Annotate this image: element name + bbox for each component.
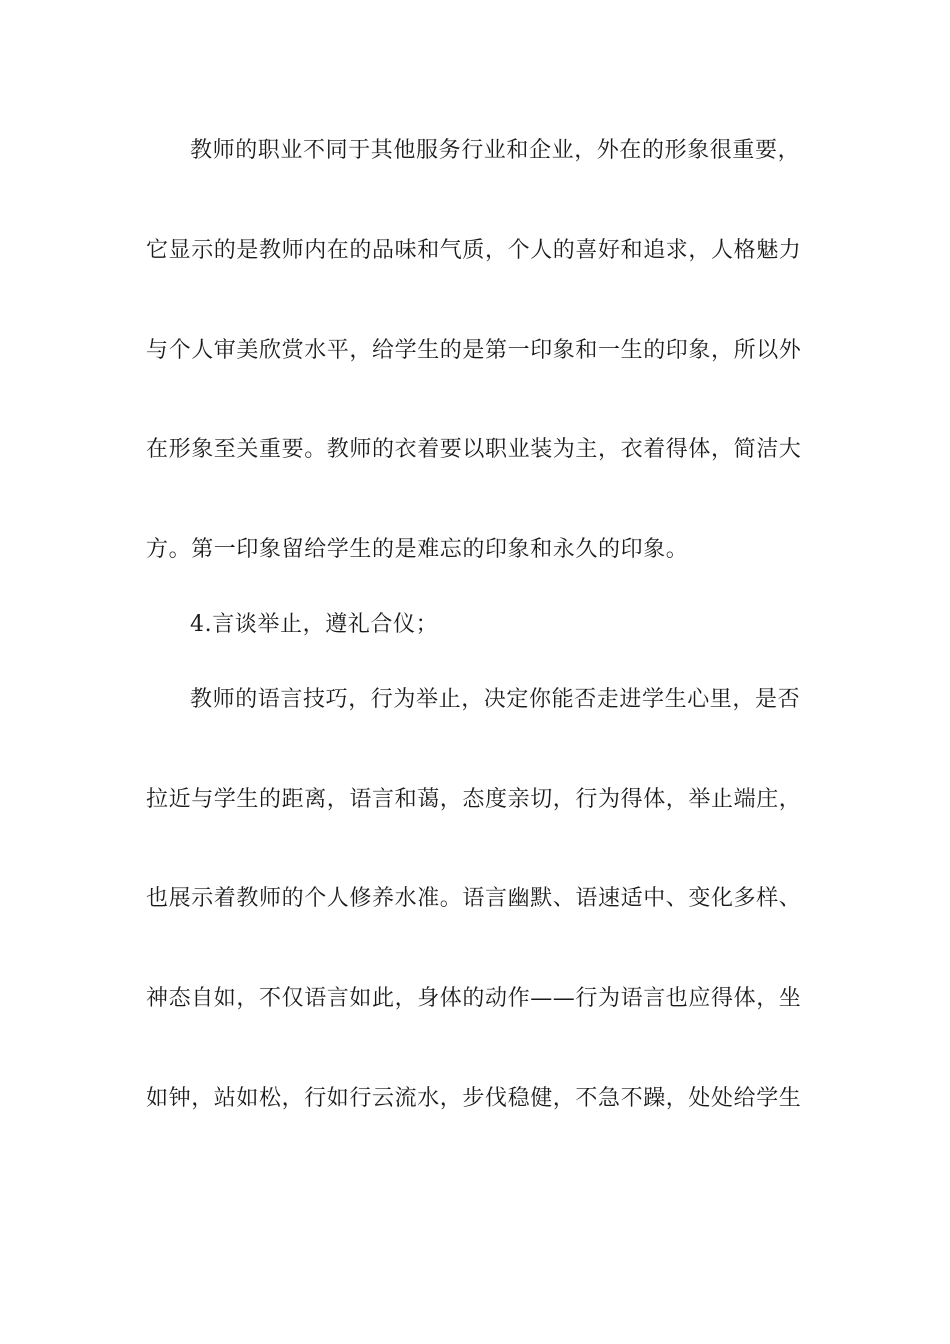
paragraph-line: 拉近与学生的距离，语言和蔼，态度亲切，行为得体，举止端庄， [146, 787, 802, 812]
paragraph-line: 它显示的是教师内在的品味和气质，个人的喜好和追求，人格魅力 [146, 238, 802, 263]
section-heading: 4.言谈举止，遵礼合仪； [190, 612, 439, 637]
paragraph-line: 方。第一印象留给学生的是难忘的印象和永久的印象。 [146, 537, 689, 562]
paragraph-line: 在形象至关重要。教师的衣着要以职业装为主，衣着得体，简洁大 [146, 437, 802, 462]
paragraph-line: 如钟，站如松，行如行云流水，步伐稳健，不急不躁，处处给学生 [146, 1086, 802, 1111]
paragraph-line: 教师的职业不同于其他服务行业和企业，外在的形象很重要， [190, 138, 801, 163]
paragraph-line: 与个人审美欣赏水平，给学生的是第一印象和一生的印象，所以外 [146, 338, 802, 363]
paragraph-line: 神态自如，不仅语言如此，身体的动作——行为语言也应得体，坐 [146, 986, 802, 1011]
paragraph-line: 也展示着教师的个人修养水准。语言幽默、语速适中、变化多样、 [146, 886, 802, 911]
paragraph-line: 教师的语言技巧，行为举止，决定你能否走进学生心里，是否 [190, 687, 801, 712]
